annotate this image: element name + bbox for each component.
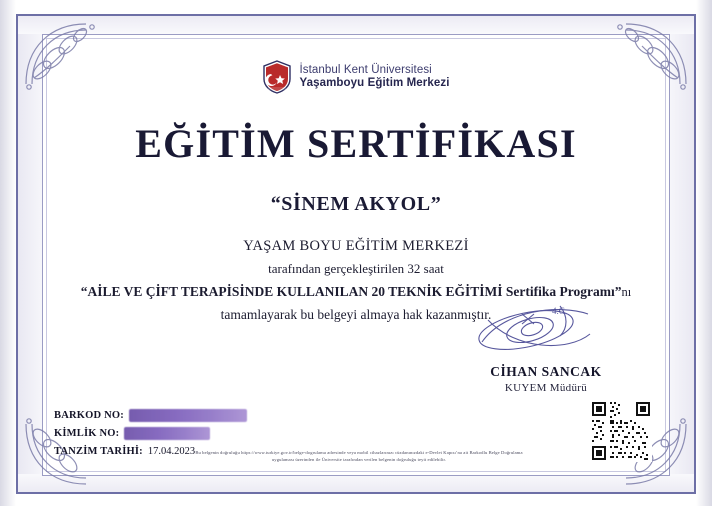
- meta-row-identity: [54, 424, 247, 442]
- svg-text:4.C: 4.C: [552, 306, 565, 316]
- identity-label: KİMLİK NO:: [54, 427, 120, 439]
- signature-block: [446, 306, 646, 394]
- certificate-content: [54, 44, 658, 466]
- institution-logo: [54, 60, 658, 94]
- issue-date-value: 17.04.2023: [147, 445, 196, 457]
- verification-fineprint: Bu belgenin doğruluğu https://www.turkiye.gov.tr/belge-dogrulama adresinde veya mobil cihazlarınızı cüzdanınızdaki e-Devlet Kapısı’na ait Barkodlu Belge Doğrulama uygulaması üzerinden ile Üniversite tarafından verilen belgenin doğruluğu teyit edilebilir.: [195, 450, 523, 463]
- meta-row-barcode: [54, 406, 247, 424]
- page-edge-right: [696, 0, 712, 506]
- institution-name: [299, 64, 449, 90]
- recipient-name: “SİNEM AKYOL”: [270, 193, 442, 215]
- university-crest-icon: [262, 60, 292, 94]
- identity-value-redacted: [124, 427, 210, 440]
- qr-code-icon: [590, 400, 652, 462]
- program-name: “AİLE VE ÇİFT TERAPİSİNDE KULLANILAN 20 TEKNİK EĞİTİMİ Sertifika Programı”: [80, 284, 622, 299]
- body-line-4: tamamlayarak bu belgeyi almaya hak kazanmıştır.: [220, 307, 492, 322]
- body-line-2: tarafından gerçekleştirilen 32 saat: [268, 261, 444, 276]
- border-band-bottom: [18, 474, 694, 492]
- page-edge-left: [0, 0, 16, 506]
- program-name-suffix: nı: [621, 285, 632, 299]
- signatory-name: CİHAN SANCAK: [490, 364, 602, 379]
- handwritten-signature-icon: [446, 306, 646, 362]
- certificate-title: EĞİTİM SERTİFİKASI: [135, 121, 577, 166]
- signatory-role: KUYEM Müdürü: [504, 382, 588, 394]
- barcode-value-redacted: [129, 409, 247, 422]
- body-line-3: [54, 284, 658, 300]
- border-band-top: [18, 16, 694, 34]
- institution-line-2: Yaşamboyu Eğitim Merkezi: [299, 77, 450, 89]
- issue-date-label: TANZİM TARİHİ:: [54, 445, 143, 457]
- body-line-1: YAŞAM BOYU EĞİTİM MERKEZİ: [243, 238, 469, 254]
- barcode-label: BARKOD NO:: [54, 409, 124, 421]
- institution-line-1: İstanbul Kent Üniversitesi: [299, 64, 432, 77]
